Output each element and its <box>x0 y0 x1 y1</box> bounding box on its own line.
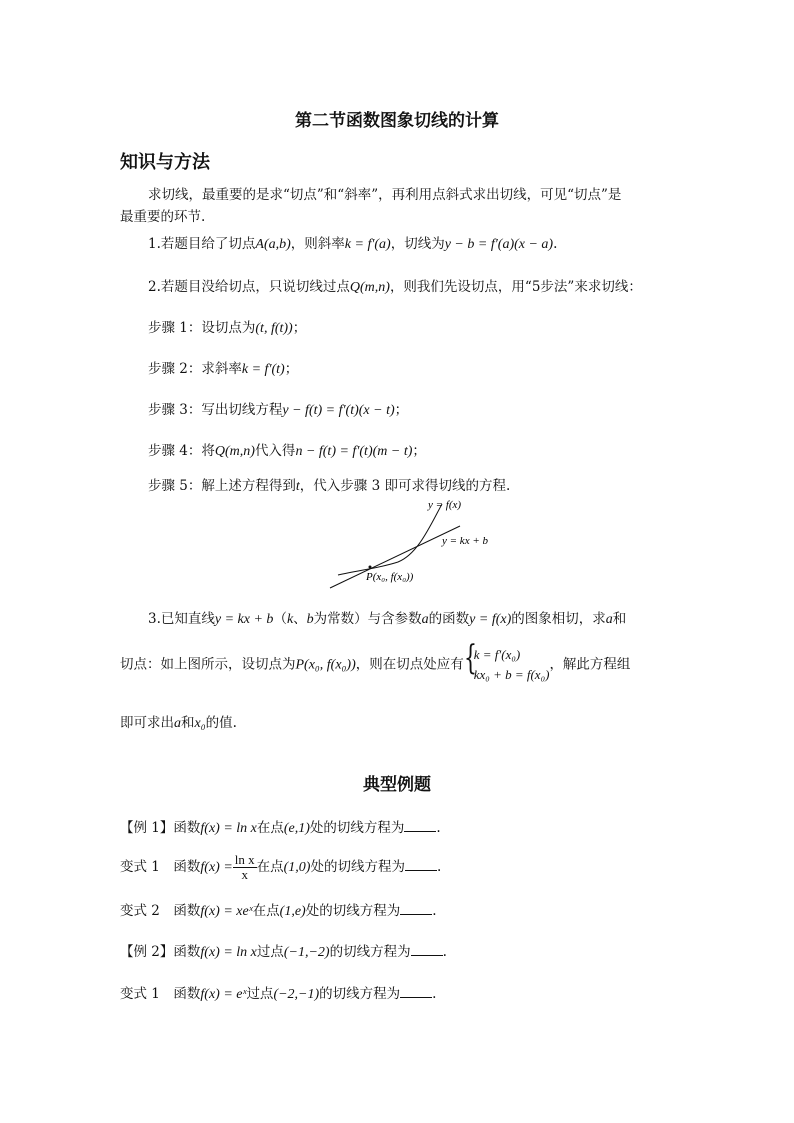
step3-label: 步骤 3：写出切线方程 <box>148 402 283 418</box>
section-heading-examples: 典型例题 <box>363 775 431 795</box>
section-heading-knowledge: 知识与方法 <box>120 152 210 173</box>
var3-label: 变式 1 函数 <box>120 986 201 1002</box>
step1-label: 步骤 1：设切点为 <box>148 320 256 336</box>
item3-b: b <box>306 612 314 627</box>
item3-text-c: 、 <box>293 611 307 627</box>
item3-a-var2: a <box>605 612 613 627</box>
item3-text-g: 和 <box>612 611 627 627</box>
ex2-func: f(x) = ln x <box>200 945 257 960</box>
item-3-line-1 <box>148 607 626 628</box>
item3-text-a: 3.已知直线 <box>148 611 215 627</box>
step3-math: y − f(t) = f′(t)(x − t) <box>282 403 395 418</box>
intro-line-1: 求切线，最重要的是求“切点”和“斜率”，再利用点斜式求出切线，可见“切点”是 <box>148 187 622 203</box>
item3-line3-c: 的值. <box>205 715 237 731</box>
item1-mid: ，则斜率 <box>290 236 345 252</box>
ex1-answer-blank[interactable] <box>404 831 436 832</box>
ex2-end: 的切线方程为 <box>329 944 411 960</box>
step4-mid: 代入得 <box>254 443 296 459</box>
item2-rest: ，则我们先设切点，用“5步法”来求切线： <box>389 279 642 295</box>
item1-point: A(a,b) <box>255 237 291 252</box>
var1-answer-blank[interactable] <box>405 870 437 871</box>
var3-mid: 过点 <box>246 986 274 1002</box>
ex1-end: 处的切线方程为 <box>309 820 405 836</box>
ex2-point: (−1,−2) <box>283 945 330 960</box>
curve-path <box>338 504 442 575</box>
ex2-label: 【例 2】函数 <box>120 944 201 960</box>
step2-end: ； <box>284 361 299 377</box>
ex1-mid: 在点 <box>256 820 284 836</box>
item3-func-eq: y = f(x) <box>469 612 512 627</box>
ex1-point: (e,1) <box>283 821 310 836</box>
var1-fraction <box>233 853 257 882</box>
item3-line-eq: y = kx + b <box>214 612 274 627</box>
ex1-label: 【例 1】函数 <box>120 820 201 836</box>
var1-point: (1,0) <box>283 860 311 875</box>
var2-mid: 在点 <box>252 903 280 919</box>
ex2-answer-blank[interactable] <box>411 955 443 956</box>
example-1 <box>120 816 441 837</box>
item3-text-b: （ <box>273 611 287 627</box>
item1-text: 1.若题目给了切点 <box>148 236 256 252</box>
var1-numerator: ln x <box>234 852 255 867</box>
var3-func: f(x) = eˣ <box>200 987 247 1002</box>
var3-period: . <box>432 986 437 1002</box>
item1-end: . <box>553 236 558 252</box>
item3-x0: x₀ <box>194 716 206 731</box>
item3-point: P(x₀, f(x₀)) <box>295 657 356 673</box>
var1-mid: 在点 <box>256 859 284 875</box>
ex2-period: . <box>442 944 447 960</box>
item2-point: Q(m,n) <box>349 280 390 295</box>
curve-label: y = f(x) <box>428 499 462 511</box>
brace-icon: { <box>463 638 477 678</box>
item3-line3-a: 即可求出 <box>120 715 174 731</box>
ex1-period: . <box>436 820 441 836</box>
system-row-1: k = f′(x₀) <box>473 647 521 662</box>
var1-denominator: x <box>241 867 248 882</box>
item3-line2-b: ，则在切点处应有 <box>355 656 464 673</box>
var3-answer-blank[interactable] <box>400 997 432 998</box>
var1-label: 变式 1 函数 <box>120 859 201 875</box>
var2-func: f(x) = xeˣ <box>200 904 253 919</box>
page-title: 第二节函数图象切线的计算 <box>295 111 499 131</box>
step-3 <box>148 398 408 419</box>
item1-mid2: ，切线为 <box>390 236 445 252</box>
item3-line2-a: 切点：如上图所示，设切点为 <box>120 656 296 673</box>
tangent-figure <box>320 496 520 592</box>
step1-math: (t, f(t)) <box>255 321 293 336</box>
var2-label: 变式 2 函数 <box>120 903 201 919</box>
step-2 <box>148 357 298 378</box>
item3-k: k <box>286 612 294 627</box>
step5-var: t <box>295 479 300 494</box>
var2-answer-blank[interactable] <box>400 914 432 915</box>
var2-period: . <box>432 903 437 919</box>
step4-end: ； <box>412 443 426 459</box>
step-1 <box>148 316 306 337</box>
item3-a-var: a <box>421 612 429 627</box>
item3-line3-b: 和 <box>181 715 195 731</box>
var1-func-left: f(x) = <box>200 860 233 875</box>
item1-line: y − b = f′(a)(x − a) <box>444 237 554 252</box>
ex1-func: f(x) = ln x <box>200 821 257 836</box>
item-1 <box>148 232 557 253</box>
system-row-2: kx₀ + b = f(x₀) <box>473 667 550 682</box>
tangent-point <box>369 566 372 569</box>
item3-text-f: 的图象相切，求 <box>511 611 606 627</box>
var2-point: (1,e) <box>279 904 306 919</box>
line-label: y = kx + b <box>442 535 488 547</box>
item1-slope: k = f′(a) <box>344 237 391 252</box>
step5-text-a: 步骤 5：解上述方程得到 <box>148 478 296 494</box>
step-5 <box>148 474 510 495</box>
variant-1 <box>120 853 441 882</box>
intro-line-2: 最重要的环节. <box>120 209 206 225</box>
step5-text-b: ，代入步骤 3 即可求得切线的方程. <box>299 478 511 494</box>
step1-end: ； <box>292 320 307 336</box>
item3-line2-c: ，解此方程组 <box>549 656 631 673</box>
step2-math: k = f′(t) <box>241 362 285 377</box>
step2-label: 步骤 2：求斜率 <box>148 361 242 377</box>
item2-text: 2.若题目没给切点，只说切线过点 <box>148 279 350 295</box>
item3-text-d: 为常数）与含参数 <box>313 611 422 627</box>
var3-point: (−2,−1) <box>273 987 320 1002</box>
example-2 <box>120 940 447 961</box>
step-4 <box>148 439 426 460</box>
step4-label: 步骤 4：将 <box>148 443 215 459</box>
item3-text-e: 的函数 <box>428 611 470 627</box>
var1-end: 处的切线方程为 <box>310 859 405 875</box>
ex2-mid: 过点 <box>256 944 284 960</box>
step4-math: n − f(t) = f′(t)(m − t) <box>295 444 413 459</box>
item-3-line-3 <box>120 711 237 732</box>
item3-line3-a-var: a <box>174 716 181 731</box>
item-3-line-2 <box>120 638 631 685</box>
variant-3 <box>120 982 436 1003</box>
point-label: P(x₀, f(x₀)) <box>366 571 414 583</box>
var3-end: 的切线方程为 <box>319 986 401 1002</box>
var2-end: 处的切线方程为 <box>305 903 401 919</box>
variant-2 <box>120 899 437 920</box>
item-2 <box>148 275 642 296</box>
step4-point: Q(m,n) <box>214 444 255 459</box>
var1-period: . <box>436 859 442 875</box>
equation-system <box>463 638 550 685</box>
step3-end: ； <box>394 402 409 418</box>
